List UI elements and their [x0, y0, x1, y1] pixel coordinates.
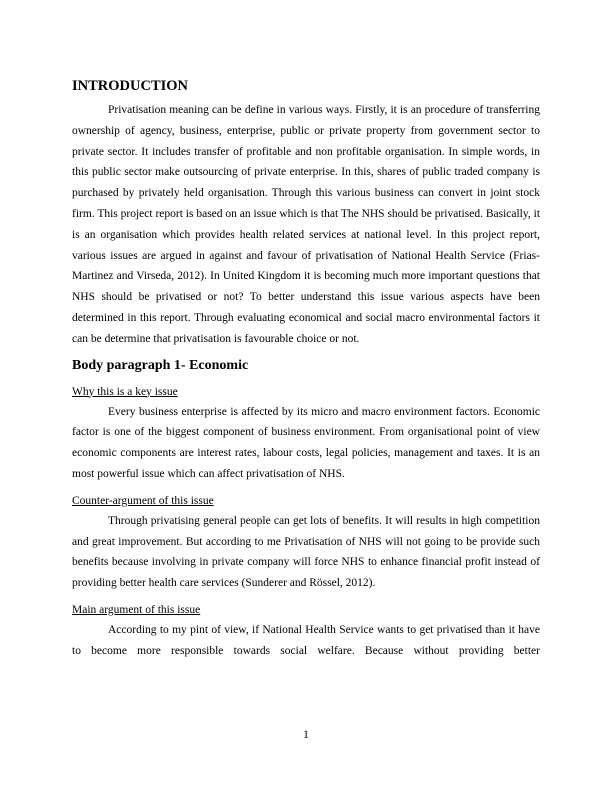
main-argument-paragraph: According to my pint of view, if National Health Service wants to get privatised than it have to become more responsible towards social welfare. Because without providing better	[72, 623, 540, 657]
main-argument-subheading: Main argument of this issue	[72, 603, 201, 616]
document-page	[72, 76, 540, 662]
key-issue-paragraph: Every business enterprise is affected by its micro and macro environment factors. Economic factor is one of the biggest component of business environment. From organisational point of view economic components are interest rates, labour costs, legal policies, management and taxes. It is an most powerful issue which can affect privatisation of NHS.	[72, 405, 540, 480]
body-paragraph-1-heading: Body paragraph 1- Economic	[72, 357, 249, 373]
key-issue-subheading: Why this is a key issue	[72, 385, 178, 398]
page-number: 1	[303, 729, 309, 741]
introduction-paragraph: Privatisation meaning can be define in various ways. Firstly, it is an procedure of transferring ownership of agency, business, enterprise, public or private property from government sector to private sector. It includes transfer of profitable and non profitable organisation. In simple words, in this public sector make outsourcing of private enterprise. In this, shares of public traded company is purchased by privately held organisation. Through this various business can convert in joint stock firm. This project report is based on an issue which is that The NHS should be privatised. Basically, it is an organisation which provides health related services at national level. In this project report, various issues are argued in against and favour of privatisation of National Health Service (Frias-Martinez and Virseda, 2012). In United Kingdom it is becoming much more important questions that NHS should be privatised or not? To better understand this issue various aspects have been determined in this report. Through evaluating economical and social macro environmental factors it can be determine that privatisation is favourable choice or not.	[72, 104, 541, 345]
introduction-heading: INTRODUCTION	[72, 78, 189, 94]
counter-argument-subheading: Counter-argument of this issue	[72, 494, 214, 507]
counter-argument-paragraph: Through privatising general people can get lots of benefits. It will results in high competition and great improvement. But according to me Privatisation of NHS will not going to be provide such benefits because involving in private company will force NHS to enhance financial profit instead of providing better health care services (Sunderer and Rössel, 2012).	[72, 514, 540, 590]
